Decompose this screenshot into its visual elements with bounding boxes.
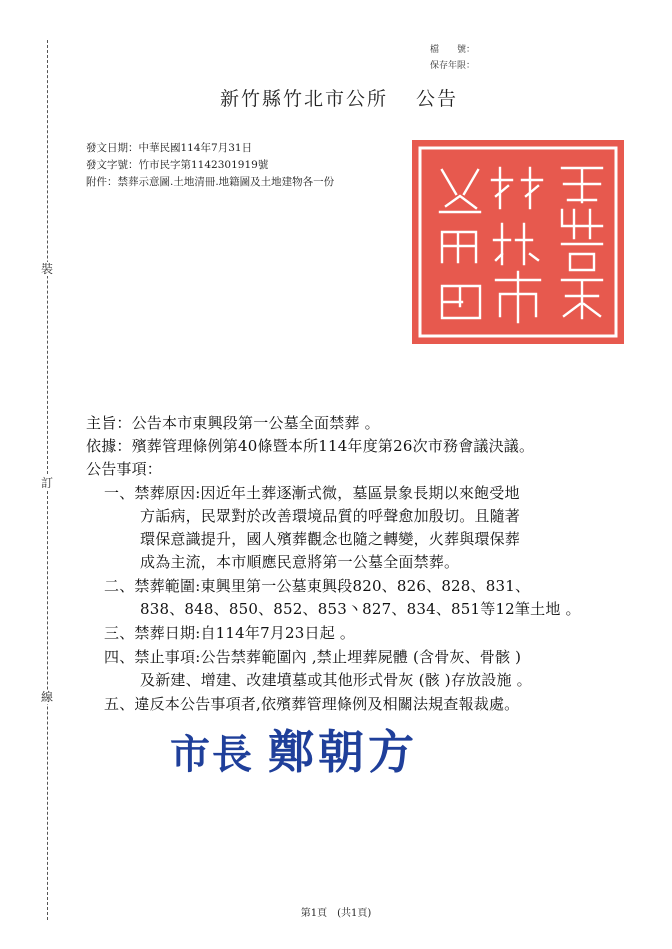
- subject-line: 主旨：公告本市東興段第一公墓全面禁葬 。: [86, 414, 380, 432]
- archive-number-label: 檔 號：: [430, 45, 476, 55]
- mayor-title: 市長: [170, 731, 254, 778]
- binding-mark-ding: 訂: [40, 476, 53, 490]
- seal-glyphs-icon: [412, 140, 624, 344]
- item3-line: 三、禁葬日期:自114年7月23日起 。: [104, 624, 356, 642]
- item2-line2: 838、848、850、852、853丶827、834、851等12筆土地 。: [140, 600, 581, 618]
- page-footer: 第1頁 (共1頁): [300, 908, 372, 919]
- basis-line: 依據：殯葬管理條例第40條暨本所114年度第26次市務會議決議。: [86, 437, 535, 455]
- item1-line2: 方詬病，民眾對於改善環境品質的呼聲愈加殷切。且隨著: [140, 507, 521, 525]
- item1-line3: 環保意識提升，國人殯葬觀念也隨之轉變，火葬與環保葬: [140, 530, 521, 548]
- item4-line1: 四、禁止事項:公告禁葬範圍內 ,禁止埋葬屍體 (含骨灰、骨骸 ): [104, 648, 522, 666]
- item5-line: 五、違反本公告事項者,依殯葬管理條例及相關法規查報裁處。: [104, 695, 520, 713]
- item1-line4: 成為主流，本市順應民意將第一公墓全面禁葬。: [140, 553, 460, 571]
- items-title: 公告事項：: [86, 460, 163, 478]
- document-type: 公告: [416, 88, 459, 110]
- document-number: 發文字號：竹市民字第1142301919號: [86, 159, 269, 171]
- item4-line2: 及新建、增建、改建墳墓或其他形式骨灰 (骸 )存放設施 。: [140, 671, 532, 689]
- official-seal: [412, 140, 624, 344]
- issue-date: 發文日期：中華民國114年7月31日: [86, 142, 253, 154]
- retention-period-label: 保存年限：: [430, 61, 476, 71]
- mayor-name: 鄭朝方: [268, 725, 418, 779]
- organization-name: 新竹縣竹北市公所: [220, 88, 389, 110]
- attachment-line: 附件：禁葬示意圖.土地清冊.地籍圖及土地建物各一份: [86, 176, 335, 188]
- item1-line1: 一、禁葬原因:因近年土葬逐漸式微，墓區景象長期以來飽受地: [104, 484, 520, 502]
- item2-line1: 二、禁葬範圍:東興里第一公墓東興段820、826、828、831、: [104, 577, 531, 595]
- mayor-signature: [170, 716, 418, 782]
- binding-mark-xian: 線: [40, 690, 53, 704]
- binding-mark-zhuang: 裝: [40, 262, 53, 276]
- document-title: [220, 84, 458, 111]
